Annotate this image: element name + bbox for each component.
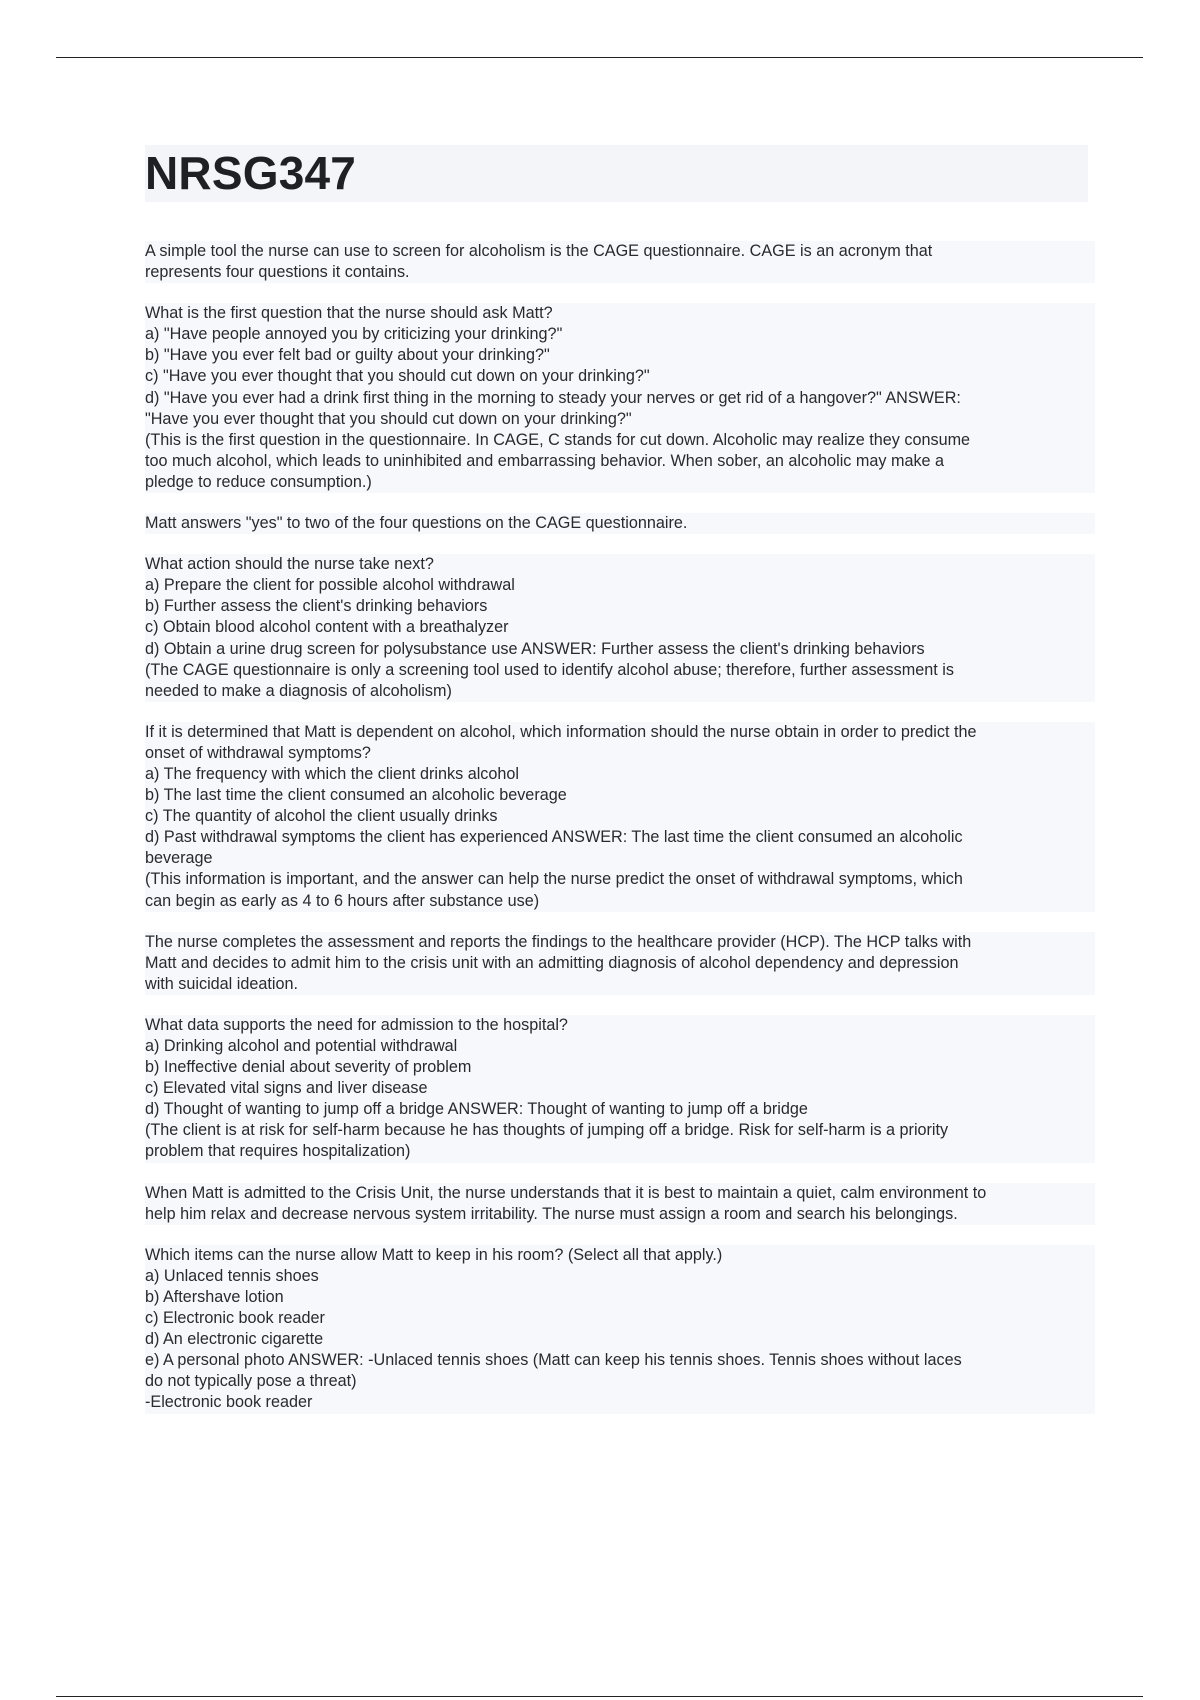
text-line: too much alcohol, which leads to uninhibited and embarrassing behavior. When sober, an alcoholic may make a [145, 451, 945, 470]
text-line: When Matt is admitted to the Crisis Unit, the nurse understands that it is best to maintain a quiet, calm environment to [145, 1183, 987, 1202]
text-line: Which items can the nurse allow Matt to keep in his room? (Select all that apply.) [145, 1245, 723, 1264]
text-line: beverage [145, 849, 213, 868]
paragraph [145, 554, 1095, 702]
text-line: help him relax and decrease nervous system irritability. The nurse must assign a room and search his belongings. [145, 1204, 958, 1223]
text-line: d) "Have you ever had a drink first thing in the morning to steady your nerves or get rid of a hangover?" ANSWER: [145, 388, 961, 407]
text-line: a) The frequency with which the client drinks alcohol [145, 764, 520, 783]
text-line: -Electronic book reader [145, 1393, 313, 1412]
text-line: a) "Have people annoyed you by criticizing your drinking?" [145, 325, 563, 344]
footer-rule [56, 1696, 1143, 1697]
text-line: a) Unlaced tennis shoes [145, 1266, 319, 1285]
text-line: The nurse completes the assessment and reports the findings to the healthcare provider (HCP). The HCP talks with [145, 932, 972, 951]
text-line: c) Obtain blood alcohol content with a breathalyzer [145, 618, 509, 637]
text-line: problem that requires hospitalization) [145, 1142, 411, 1161]
text-line: d) Obtain a urine drug screen for polysubstance use ANSWER: Further assess the client's drinking behaviors [145, 639, 925, 658]
paragraph [145, 303, 1095, 493]
text-line: What data supports the need for admission to the hospital? [145, 1015, 568, 1034]
paragraph [145, 1183, 1095, 1225]
text-line: pledge to reduce consumption.) [145, 472, 372, 491]
text-line: What is the first question that the nurse should ask Matt? [145, 304, 553, 323]
paragraph [145, 241, 1095, 283]
text-line: represents four questions it contains. [145, 263, 410, 282]
text-line: d) An electronic cigarette [145, 1330, 324, 1349]
paragraph [145, 513, 1095, 534]
text-line: b) Further assess the client's drinking behaviors [145, 597, 488, 616]
text-line: (This is the first question in the questionnaire. In CAGE, C stands for cut down. Alcoholic may realize they consume [145, 430, 971, 449]
text-line: "Have you ever thought that you should cut down on your drinking?" [145, 409, 632, 428]
text-line: If it is determined that Matt is dependent on alcohol, which information should the nurse obtain in order to predict the [145, 722, 977, 741]
document-body [145, 241, 1095, 1434]
text-line: Matt answers "yes" to two of the four questions on the CAGE questionnaire. [145, 514, 688, 533]
text-line: do not typically pose a threat) [145, 1372, 357, 1391]
paragraph [145, 722, 1095, 912]
paragraph [145, 1245, 1095, 1414]
text-line: can begin as early as 4 to 6 hours after substance use) [145, 891, 540, 910]
paragraph [145, 932, 1095, 995]
text-line: (This information is important, and the answer can help the nurse predict the onset of withdrawal symptoms, which [145, 870, 963, 889]
text-line: d) Past withdrawal symptoms the client has experienced ANSWER: The last time the client consumed an alcoholic [145, 828, 963, 847]
text-line: b) Ineffective denial about severity of problem [145, 1058, 472, 1077]
text-line: b) The last time the client consumed an alcoholic beverage [145, 786, 567, 805]
text-line: (The client is at risk for self-harm because he has thoughts of jumping off a bridge. Risk for self-harm is a priority [145, 1121, 949, 1140]
text-line: needed to make a diagnosis of alcoholism) [145, 681, 452, 700]
text-line: a) Drinking alcohol and potential withdrawal [145, 1037, 458, 1055]
text-line: onset of withdrawal symptoms? [145, 743, 371, 762]
text-line: c) Elevated vital signs and liver disease [145, 1079, 428, 1098]
text-line: A simple tool the nurse can use to screen for alcoholism is the CAGE questionnaire. CAGE is an acronym that [145, 242, 933, 260]
header-rule [56, 57, 1143, 58]
text-line: What action should the nurse take next? [145, 555, 434, 574]
text-line: (The CAGE questionnaire is only a screening tool used to identify alcohol abuse; therefore, further assessment is [145, 660, 954, 679]
text-line: c) Electronic book reader [145, 1309, 325, 1328]
text-line: b) "Have you ever felt bad or guilty about your drinking?" [145, 346, 550, 365]
text-line: e) A personal photo ANSWER: -Unlaced tennis shoes (Matt can keep his tennis shoes. Tennis shoes without laces [145, 1351, 962, 1370]
text-line: Matt and decides to admit him to the crisis unit with an admitting diagnosis of alcohol dependency and depression [145, 953, 959, 972]
text-line: c) "Have you ever thought that you should cut down on your drinking?" [145, 367, 650, 386]
text-line: c) The quantity of alcohol the client usually drinks [145, 807, 498, 826]
text-line: a) Prepare the client for possible alcohol withdrawal [145, 576, 515, 595]
text-line: d) Thought of wanting to jump off a bridge ANSWER: Thought of wanting to jump off a bridge [145, 1100, 808, 1119]
page-title: NRSG347 [145, 147, 357, 199]
text-line: b) Aftershave lotion [145, 1287, 284, 1306]
paragraph [145, 1015, 1095, 1163]
text-line: with suicidal ideation. [145, 974, 298, 993]
